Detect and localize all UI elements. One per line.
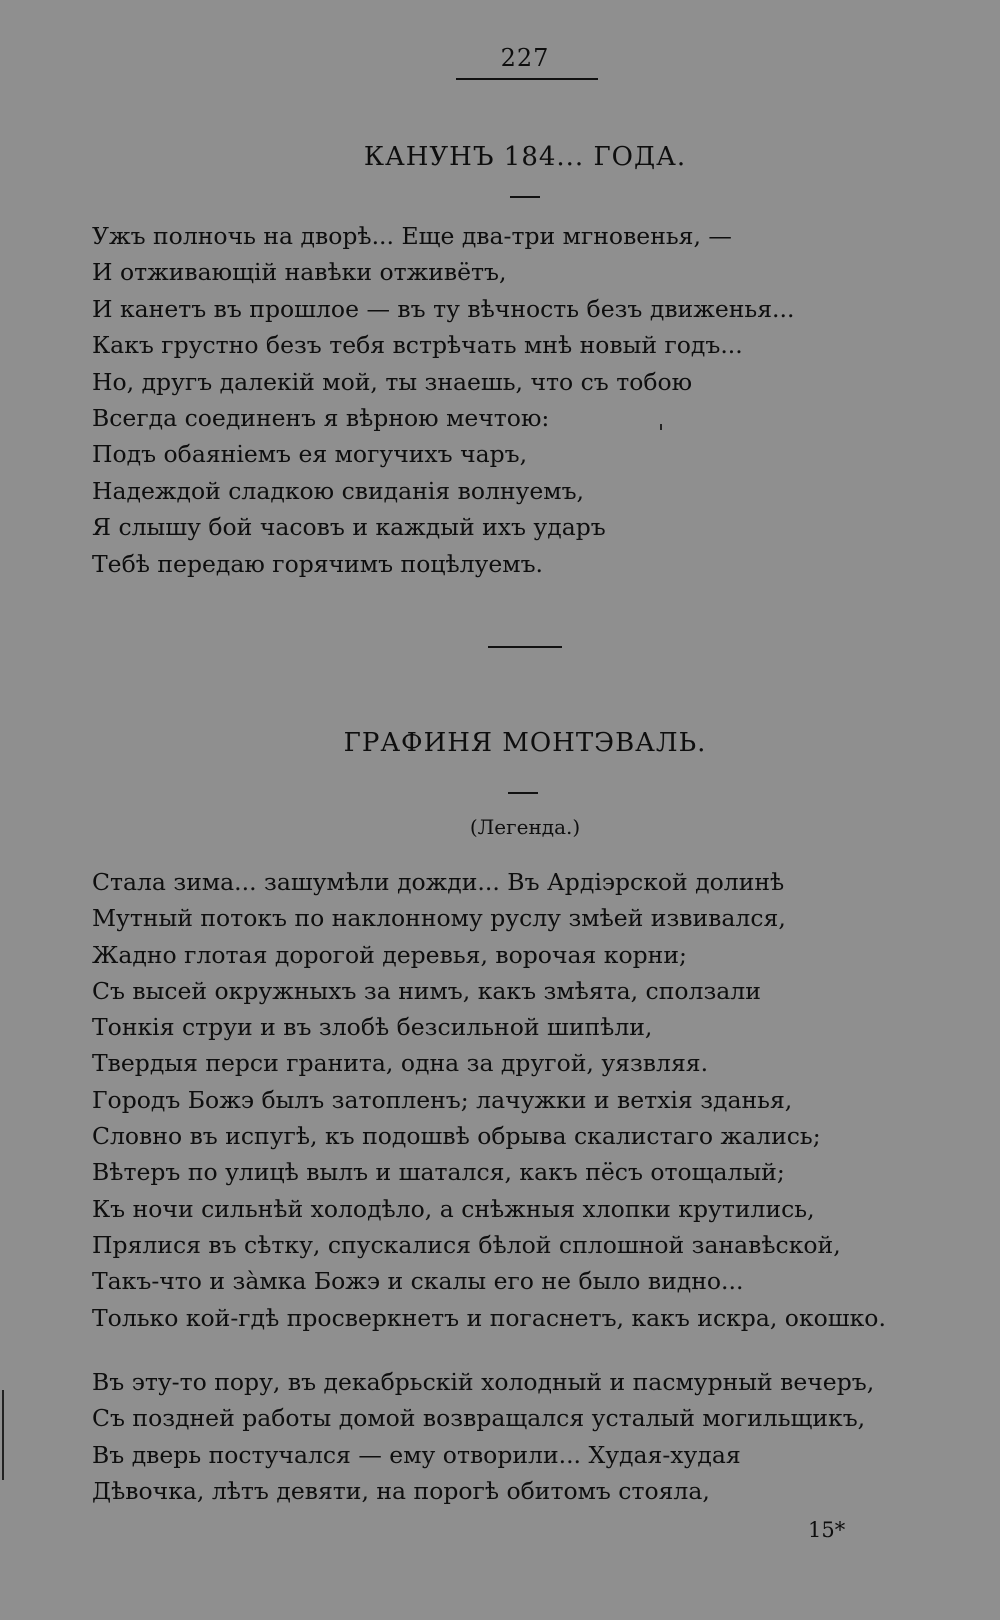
verse-line: Въ эту-то пору, въ декабрьскій холодный и пасмурный вечеръ, [92, 1368, 875, 1396]
verse-line: Ужъ полночь на дворѣ... Еще два-три мгновенья, — [92, 222, 732, 250]
verse-line: Я слышу бой часовъ и каждый ихъ ударъ [92, 513, 606, 542]
verse-line: Всегда соединенъ я вѣрною мечтою: [92, 404, 550, 433]
verse-line: Только кой-гдѣ просверкнетъ и погаснетъ, какъ искра, окошко. [92, 1303, 886, 1332]
poem-1-stanza [92, 218, 794, 582]
verse-line: Вѣтеръ по улицѣ вылъ и шатался, какъ пёсъ отощалый; [92, 1158, 785, 1187]
verse-line: Мутный потокъ по наклонному руслу змѣей извивался, [92, 904, 786, 933]
print-speck [660, 424, 662, 430]
verse-line: Къ ночи сильнѣй холодѣло, а снѣжныя хлопки крутились, [92, 1194, 815, 1223]
verse-line: Прялися въ сѣтку, спускалися бѣлой сплошной занавѣской, [92, 1230, 841, 1259]
poem-title-2: ГРАФИНЯ МОНТЭВАЛЬ. [343, 728, 707, 758]
verse-line: Тебѣ передаю горячимъ поцѣлуемъ. [92, 549, 543, 578]
verse-line: И канетъ въ прошлое — въ ту вѣчность безъ движенья... [92, 294, 795, 323]
header-rule [456, 78, 598, 80]
verse-line: Надеждой сладкою свиданія волнуемъ, [92, 476, 584, 505]
verse-line: Дѣвочка, лѣтъ девяти, на порогѣ обитомъ стояла, [92, 1477, 710, 1506]
verse-line: Въ дверь постучался — ему отворили... Худая-худая [92, 1440, 741, 1469]
verse-line: Стала зима... зашумѣли дожди... Въ Ардіэрской долинѣ [92, 868, 785, 896]
poem-subtitle: (Легенда.) [469, 815, 581, 839]
verse-line: Но, другъ далекій мой, ты знаешь, что съ тобою [92, 367, 693, 396]
section-separator [488, 646, 562, 648]
title-dash-1 [510, 196, 540, 198]
verse-line: Твердыя перси гранита, одна за другой, уязвляя. [92, 1049, 709, 1078]
verse-line: И отживающій навѣки отживётъ, [92, 258, 507, 287]
verse-line: Словно въ испугѣ, къ подошвѣ обрыва скалистаго жались; [92, 1122, 821, 1151]
verse-line: Съ поздней работы домой возвращался усталый могильщикъ, [92, 1404, 866, 1433]
poem-2-stanza-2 [92, 1364, 874, 1510]
verse-line: Съ высей окружныхъ за нимъ, какъ змѣята, сползали [92, 976, 761, 1005]
scan-edge-line [2, 1390, 4, 1480]
verse-line: Такъ-что и зàмка Божэ и скалы его не было видно... [92, 1267, 744, 1296]
title-dash-2 [508, 792, 538, 794]
poem-title-1: КАНУНЪ 184... ГОДА. [363, 142, 687, 172]
verse-line: Жадно глотая дорогой деревья, ворочая корни; [92, 940, 687, 969]
verse-line: Городъ Божэ былъ затопленъ; лачужки и ветхія зданья, [92, 1085, 793, 1114]
poem-2-stanza-1 [92, 864, 886, 1336]
verse-line: Тонкія струи и въ злобѣ безсильной шипѣли, [92, 1013, 653, 1042]
verse-line: Подъ обаяніемъ ея могучихъ чаръ, [92, 440, 528, 469]
page-number: 227 [500, 44, 550, 72]
verse-line: Какъ грустно безъ тебя встрѣчать мнѣ новый годъ... [92, 331, 743, 360]
signature-mark: 15* [808, 1518, 846, 1542]
